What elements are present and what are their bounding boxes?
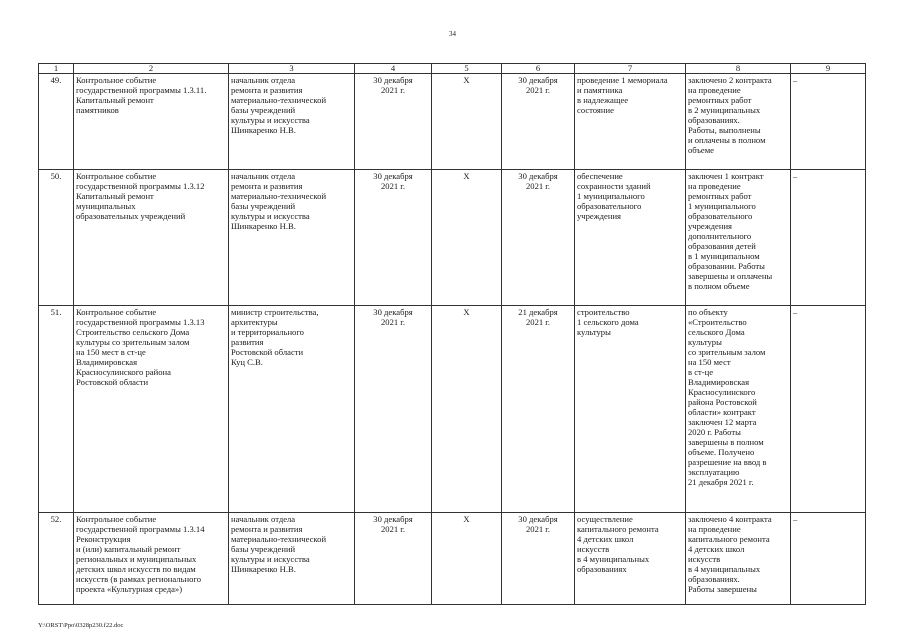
plan-date-cell: 30 декабря 2021 г.	[355, 74, 432, 170]
plan-date-cell: 30 декабря 2021 г.	[355, 306, 432, 513]
col5-cell: X	[432, 74, 502, 170]
responsible-cell: начальник отдела ремонта и развития материально-технической базы учреждений культуры и искусства Шинкаренко Н.В.	[229, 74, 355, 170]
report-table	[38, 63, 866, 605]
responsible-cell: начальник отдела ремонта и развития материально-технической базы учреждений культуры и искусства Шинкаренко Н.В.	[229, 513, 355, 605]
event-cell: Контрольное событие государственной программы 1.3.11. Капитальный ремонт памятников	[74, 74, 229, 170]
planned-result-cell: обеспечение сохранности зданий 1 муниципального образовательного учреждения	[575, 170, 686, 306]
column-number-row	[39, 64, 866, 74]
actual-result-cell: по объекту «Строительство сельского Дома культуры со зрительным залом на 150 мест в ст-це Владимировская Красносулинского района Ростовской области» контракт заключен 12 марта 2020 г. Работы завершены в полном объеме. Получено разрешение на ввод в эксплуатацию 21 декабря 2021 г.	[686, 306, 791, 513]
plan-date-cell: 30 декабря 2021 г.	[355, 513, 432, 605]
col5-cell: X	[432, 513, 502, 605]
col9-cell: –	[791, 513, 866, 605]
plan-date-cell: 30 декабря 2021 г.	[355, 170, 432, 306]
column-number: 2	[74, 64, 229, 74]
col9-cell: –	[791, 306, 866, 513]
column-number: 3	[229, 64, 355, 74]
col5-cell: X	[432, 170, 502, 306]
actual-result-cell: заключен 1 контракт на проведение ремонтных работ 1 муниципального образовательного учреждения дополнительного образования детей в 1 муниципальном образовании. Работы завершены и оплачены в полном объеме	[686, 170, 791, 306]
actual-result-cell: заключено 4 контракта на проведение капитального ремонта 4 детских школ искусств в 4 муниципальных образованиях. Работы завершены	[686, 513, 791, 605]
row-number: 50.	[39, 170, 74, 306]
planned-result-cell: осуществление капитального ремонта 4 детских школ искусств в 4 муниципальных образованиях	[575, 513, 686, 605]
col5-cell: X	[432, 306, 502, 513]
table-row	[39, 513, 866, 605]
event-cell: Контрольное событие государственной программы 1.3.13 Строительство сельского Дома культуры со зрительным залом на 150 мест в ст-це Владимировская Красносулинского района Ростовской области	[74, 306, 229, 513]
fact-date-cell: 30 декабря 2021 г.	[502, 170, 575, 306]
table-row	[39, 74, 866, 170]
responsible-cell: начальник отдела ремонта и развития материально-технической базы учреждений культуры и искусства Шинкаренко Н.В.	[229, 170, 355, 306]
document-path: Y:\ORST\Ppo\0328p230.f22.doc	[38, 622, 124, 629]
page-number: 34	[449, 30, 456, 38]
column-number: 9	[791, 64, 866, 74]
row-number: 51.	[39, 306, 74, 513]
col9-cell: –	[791, 74, 866, 170]
event-cell: Контрольное событие государственной программы 1.3.14 Реконструкция и (или) капитальный ремонт региональных и муниципальных детских школ искусств по видам искусств (в рамках регионального проекта «Культурная среда»)	[74, 513, 229, 605]
planned-result-cell: строительство 1 сельского дома культуры	[575, 306, 686, 513]
fact-date-cell: 21 декабря 2021 г.	[502, 306, 575, 513]
event-cell: Контрольное событие государственной программы 1.3.12 Капитальный ремонт муниципальных образовательных учреждений	[74, 170, 229, 306]
actual-result-cell: заключено 2 контракта на проведение ремонтных работ в 2 муниципальных образованиях. Работы, выполнены и оплачены в полном объеме	[686, 74, 791, 170]
row-number: 49.	[39, 74, 74, 170]
fact-date-cell: 30 декабря 2021 г.	[502, 513, 575, 605]
fact-date-cell: 30 декабря 2021 г.	[502, 74, 575, 170]
responsible-cell: министр строительства, архитектуры и территориального развития Ростовской области Куц С.В.	[229, 306, 355, 513]
column-number: 5	[432, 64, 502, 74]
column-number: 1	[39, 64, 74, 74]
column-number: 8	[686, 64, 791, 74]
table-row	[39, 170, 866, 306]
col9-cell: –	[791, 170, 866, 306]
column-number: 4	[355, 64, 432, 74]
column-number: 6	[502, 64, 575, 74]
column-number: 7	[575, 64, 686, 74]
table-row	[39, 306, 866, 513]
row-number: 52.	[39, 513, 74, 605]
planned-result-cell: проведение 1 мемориала и памятника в надлежащее состояние	[575, 74, 686, 170]
